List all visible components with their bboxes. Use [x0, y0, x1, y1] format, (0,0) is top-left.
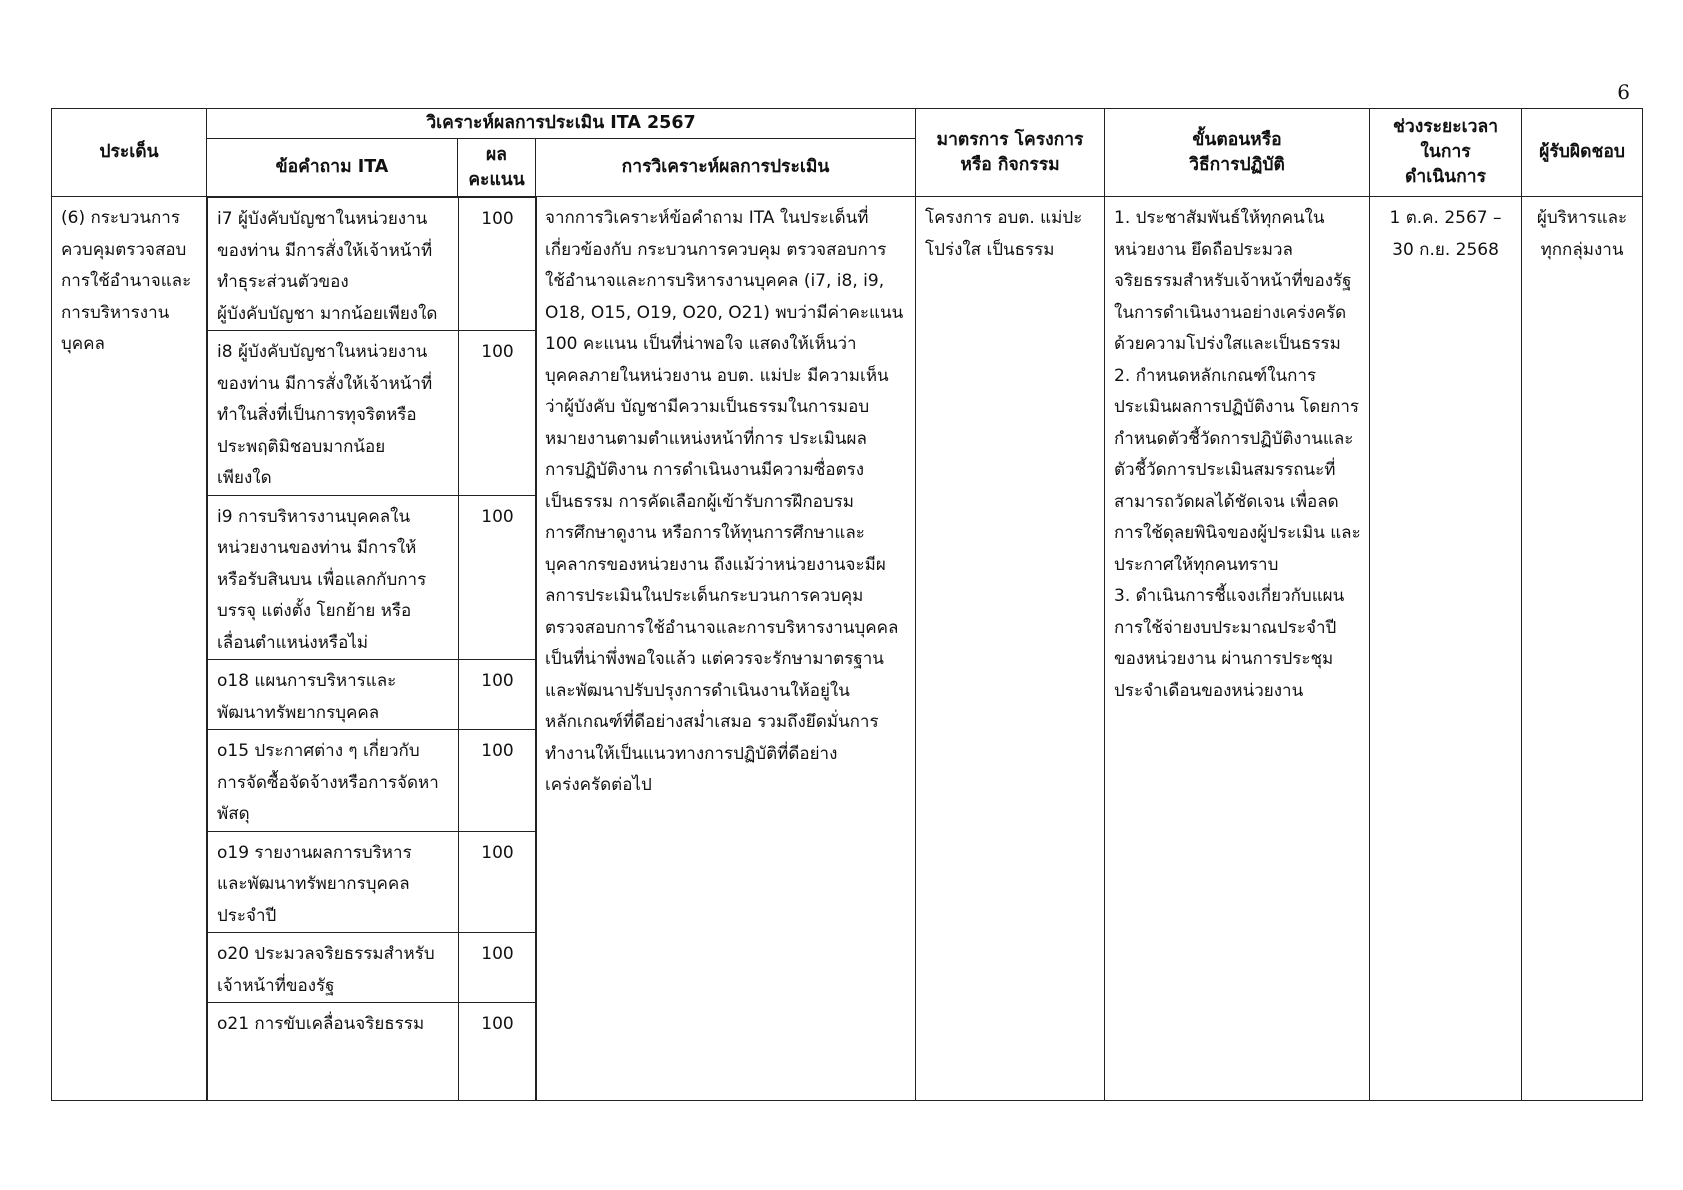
page-number: 6	[1617, 80, 1630, 104]
header-period: ช่วงระยะเวลา ในการ ดำเนินการ	[1370, 109, 1522, 197]
questions-cell	[207, 197, 536, 1101]
responsible-cell: ผู้บริหารและ ทุกกลุ่มงาน	[1522, 197, 1643, 1101]
steps-cell: 1. ประชาสัมพันธ์ให้ทุกคนใน หน่วยงาน ยึดถือประมวล จริยธรรมสำหรับเจ้าหน้าที่ของรัฐ ในการดำเนินงานอย่างเคร่งครัด ด้วยความโปร่งใสและเป็นธรรม 2. กำหนดหลักเกณฑ์ในการ ประเมินผลการปฏิบัติงาน โดยการ กำหนดตัวชี้วัดการปฏิบัติงานและ ตัวชี้วัดการประเมินสมรรถนะที่ สามารถวัดผลได้ชัดเจน เพื่อลด การใช้ดุลยพินิจของผู้ประเมิน และ ประกาศให้ทุกคนทราบ 3. ดำเนินการชี้แจงเกี่ยวกับแผน การใช้จ่ายงบประมาณประจำปี ของหน่วยงาน ผ่านการประชุม ประจำเดือนของหน่วยงาน	[1105, 197, 1370, 1101]
score-o20: 100	[481, 944, 514, 964]
question-row-o18: o18 แผนการบริหารและ พัฒนาทรัพยากรบุคคล 100	[208, 660, 537, 730]
header-responsible: ผู้รับผิดชอบ	[1522, 109, 1643, 197]
score-o15: 100	[481, 741, 514, 761]
questions-list	[207, 197, 537, 1100]
header-measures: มาตรการ โครงการ หรือ กิจกรรม	[916, 109, 1105, 197]
question-row-o15: o15 ประกาศต่าง ๆ เกี่ยวกับ การจัดซื้อจัดจ้างหรือการจัดหา พัสดุ 100	[208, 730, 537, 832]
score-i9: 100	[481, 506, 514, 527]
score-o21: 100	[481, 1014, 514, 1034]
score-i8: 100	[481, 342, 514, 362]
header-score: ผล คะแนน	[458, 139, 536, 197]
ita-analysis-table	[51, 108, 1643, 1101]
question-row-i8: i8 ผู้บังคับบัญชาในหน่วยงาน ของท่าน มีการสั่งให้เจ้าหน้าที่ ทำในสิ่งที่เป็นการทุจริตหรือ ประพฤติมิชอบมากน้อย เพียงใด 100	[208, 331, 537, 496]
question-row-o20: o20 ประมวลจริยธรรมสำหรับ เจ้าหน้าที่ของรัฐ 100	[208, 933, 537, 1003]
header-question: ข้อคำถาม ITA	[207, 139, 458, 197]
score-o19: 100	[481, 842, 514, 863]
question-row-o21: o21 การขับเคลื่อนจริยธรรม 100	[208, 1003, 537, 1101]
header-analysis-group: วิเคราะห์ผลการประเมิน ITA 2567	[207, 109, 916, 139]
header-issue: ประเด็น	[52, 109, 207, 197]
question-row-i9: i9 การบริหารงานบุคคลใน หน่วยงานของท่าน มีการให้ หรือรับสินบน เพื่อแลกกับการ บรรจุ แต่งตั้ง โยกย้าย หรือ เลื่อนตำแหน่งหรือไม่ 100	[208, 495, 537, 660]
header-analysis: การวิเคราะห์ผลการประเมิน	[536, 139, 916, 197]
score-i7: 100	[481, 209, 514, 229]
measures-cell: โครงการ อบต. แม่ปะ โปร่งใส เป็นธรรม	[916, 197, 1105, 1101]
question-row-o19: o19 รายงานผลการบริหาร และพัฒนาทรัพยากรบุคคล ประจำปี 100	[208, 831, 537, 933]
issue-cell: (6) กระบวนการ ควบคุมตรวจสอบ การใช้อำนาจและ การบริหารงาน บุคคล	[52, 197, 207, 1101]
period-cell: 1 ต.ค. 2567 – 30 ก.ย. 2568	[1370, 197, 1522, 1101]
score-o18: 100	[481, 671, 514, 691]
header-steps: ขั้นตอนหรือ วิธีการปฏิบัติ	[1105, 109, 1370, 197]
question-row-i7: i7 ผู้บังคับบัญชาในหน่วยงาน ของท่าน มีการสั่งให้เจ้าหน้าที่ ทำธุระส่วนตัวของ ผู้บังคับบัญชา มากน้อยเพียงใด 100	[208, 198, 537, 331]
analysis-cell: จากการวิเคราะห์ข้อคำถาม ITA ในประเด็นที่ เกี่ยวข้องกับ กระบวนการควบคุม ตรวจสอบการ ใช้อำนาจและการบริหารงานบุคคล (i7, i8, i9, O18, O15, O19, O20, O21) พบว่ามีค่าคะแนน 100 คะแนน เป็นที่น่าพอใจ แสดงให้เห็นว่า บุคคลภายในหน่วยงาน อบต. แม่ปะ มีความเห็น ว่าผู้บังคับ บัญชามีความเป็นธรรมในการมอบ หมายงานตามตำแหน่งหน้าที่การ ประเมินผล การปฏิบัติงาน การดำเนินงานมีความซื่อตรง เป็นธรรม การคัดเลือกผู้เข้ารับการฝึกอบรม การศึกษาดูงาน หรือการให้ทุนการศึกษาและ บุคลากรของหน่วยงาน ถึงแม้ว่าหน่วยงานจะมีผ ลการประเมินในประเด็นกระบวนการควบคุม ตรวจสอบการใช้อำนาจและการบริหารงานบุคคล เป็นที่น่าพึ่งพอใจแล้ว แต่ควรจะรักษามาตรฐาน และพัฒนาปรับปรุงการดำเนินงานให้อยู่ใน หลักเกณฑ์ที่ดีอย่างสม่ำเสมอ รวมถึงยึดมั่นการ ทำงานให้เป็นแนวทางการปฏิบัติที่ดีอย่าง เคร่งครัดต่อไป	[536, 197, 916, 1101]
